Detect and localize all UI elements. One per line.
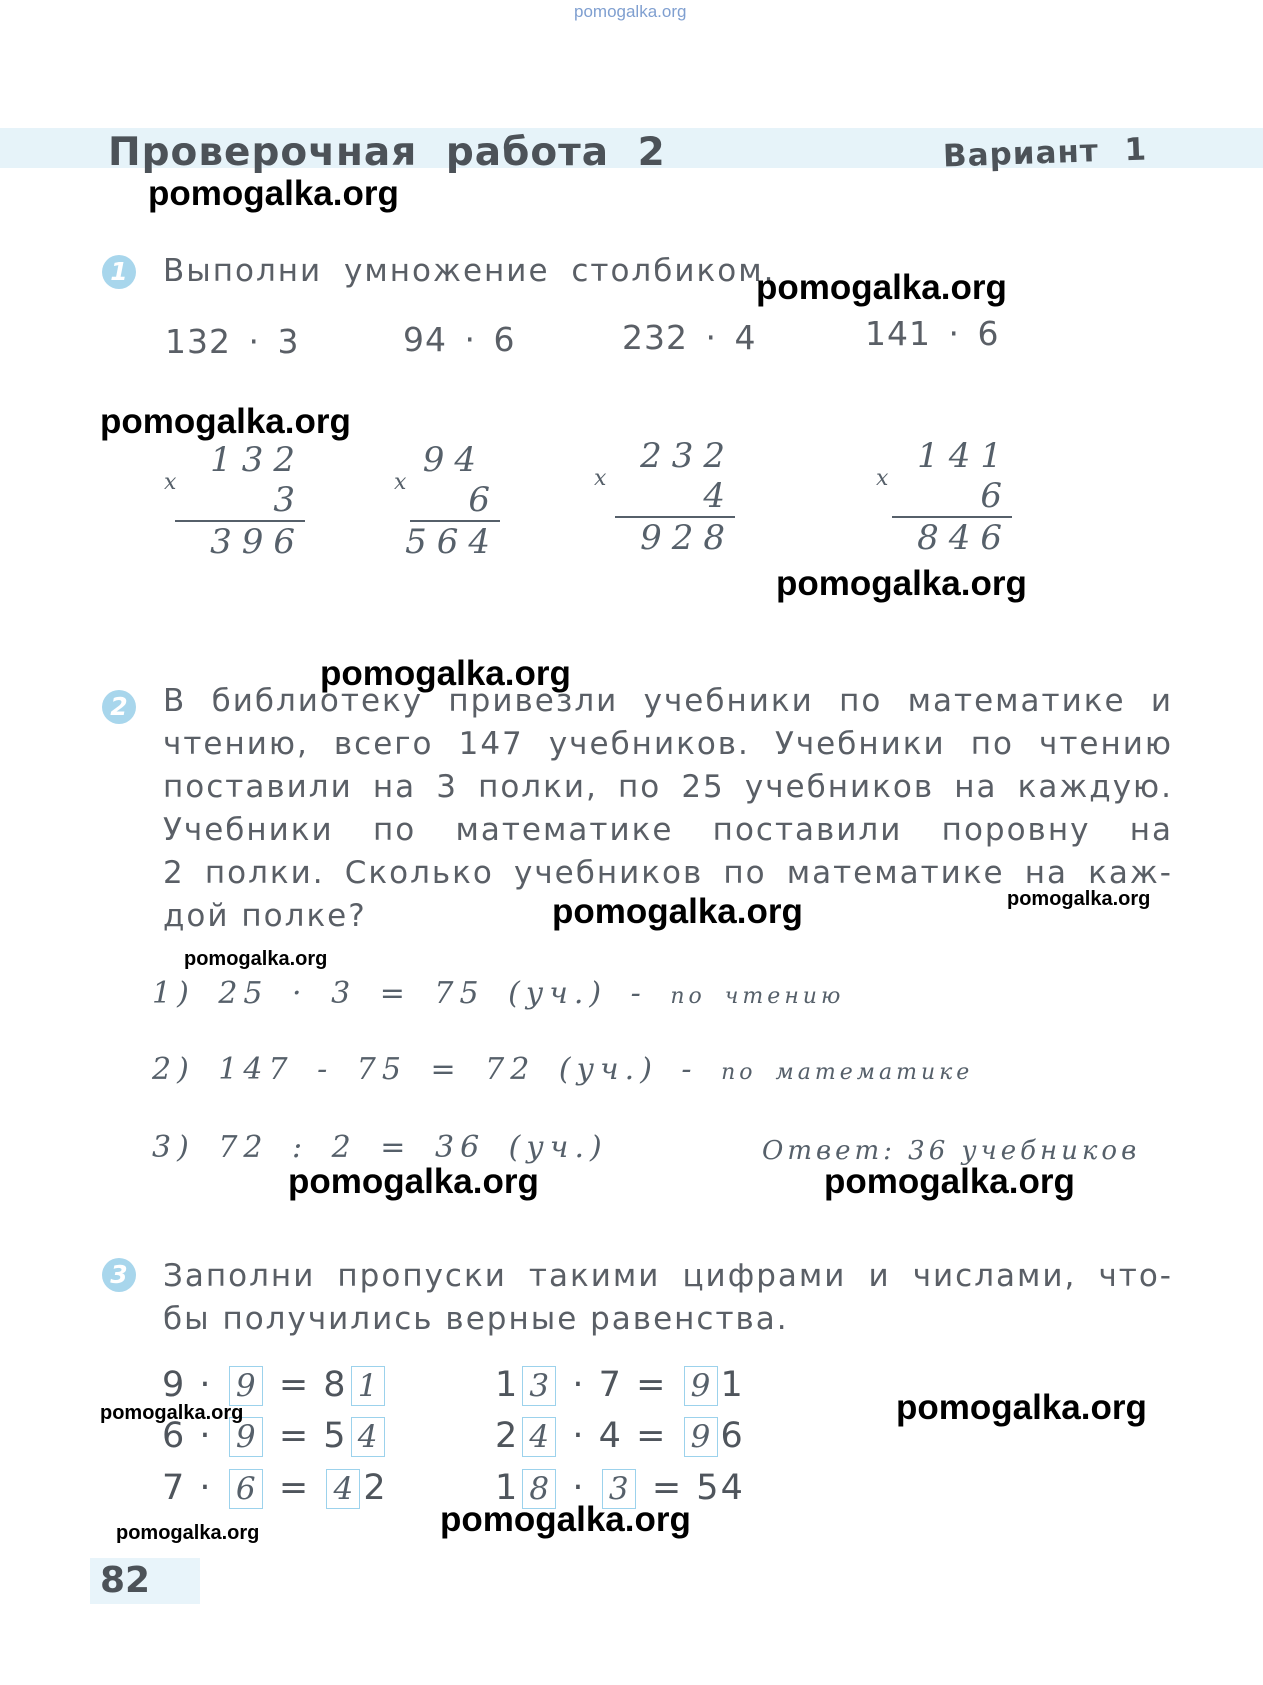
problem-line: чтению, всего 147 учебников. Учебники по чтению	[163, 726, 1173, 762]
watermark: pomogalka.org	[184, 948, 328, 970]
equation	[495, 1365, 745, 1406]
solution-step	[152, 976, 844, 1011]
watermark: pomogalka.org	[1007, 888, 1151, 910]
equation-part: ·	[572, 1468, 586, 1508]
equation-part: 1	[720, 1365, 745, 1405]
multiply-sign: x	[594, 466, 617, 491]
equation-part: ·	[199, 1365, 213, 1405]
multiply-sign: x	[164, 470, 187, 495]
watermark: pomogalka.org	[100, 1402, 244, 1424]
task1-expression: 132 · 3	[165, 322, 300, 361]
equation-part: = 54	[651, 1468, 745, 1508]
watermark: pomogalka.org	[100, 402, 351, 441]
task1-expression: 94 · 6	[403, 320, 516, 359]
answer-box: 9	[229, 1417, 263, 1457]
watermark: pomogalka.org	[288, 1162, 539, 1201]
problem-line: дой полке?	[163, 898, 367, 934]
multiplicand: 94	[422, 440, 486, 480]
watermark-top: pomogalka.org	[574, 2, 687, 21]
variant-label: Вариант 1	[942, 131, 1148, 175]
equation	[162, 1365, 388, 1406]
answer-box: 6	[229, 1469, 263, 1509]
column-multiplication	[590, 436, 735, 558]
answer-box: 9	[684, 1366, 718, 1406]
solution-expression: 2) 147 - 75 = 72 (уч.) -	[152, 1052, 698, 1087]
equation-part: = 5	[278, 1416, 348, 1456]
multiplier: 3	[273, 480, 305, 520]
multiplier: 6	[468, 480, 500, 520]
column-multiplication	[390, 440, 500, 562]
equation-part: 9	[162, 1365, 187, 1405]
instruction-line: бы получились верные равенства.	[163, 1301, 789, 1337]
equation-part: ·	[199, 1468, 213, 1508]
answer: Ответ: 36 учебников	[762, 1136, 1141, 1166]
watermark: pomogalka.org	[756, 268, 1007, 307]
equation	[495, 1416, 745, 1457]
watermark: pomogalka.org	[148, 174, 399, 213]
answer-box: 9	[684, 1417, 718, 1457]
watermark: pomogalka.org	[896, 1388, 1147, 1427]
multiplicand: 232	[640, 436, 735, 476]
equation-part: 1	[495, 1365, 520, 1405]
watermark: pomogalka.org	[776, 564, 1027, 603]
solution-step	[152, 1052, 973, 1087]
task-number-badge: 3	[102, 1258, 136, 1292]
problem-line: поставили на 3 полки, по 25 учебников на каждую.	[163, 769, 1173, 805]
solution-expression: 3) 72 : 2 = 36 (уч.)	[152, 1130, 608, 1165]
equation-part: 2	[363, 1468, 388, 1508]
answer-box: 4	[326, 1469, 360, 1509]
equation-part: 6	[720, 1416, 745, 1456]
watermark: pomogalka.org	[116, 1522, 260, 1544]
problem-line: В библиотеку привезли учебники по математике и	[163, 683, 1173, 719]
task1-instruction: Выполни умножение столбиком.	[163, 253, 776, 289]
equation-part: 2	[495, 1416, 520, 1456]
multiplier: 4	[703, 476, 735, 516]
answer-box: 4	[522, 1417, 556, 1457]
task-number-badge: 1	[102, 255, 136, 289]
equation-part: = 8	[278, 1365, 348, 1405]
watermark: pomogalka.org	[552, 892, 803, 931]
equation-part: · 4 =	[572, 1416, 668, 1456]
answer-box: 3	[602, 1469, 636, 1509]
problem-line: Учебники по математике поставили поровну на	[163, 812, 1173, 848]
answer-box: 1	[351, 1366, 385, 1406]
equation-part: · 7 =	[572, 1365, 668, 1405]
equation-part: ·	[199, 1416, 213, 1456]
task3-instruction	[163, 1255, 1173, 1341]
page-number: 82	[100, 1560, 151, 1601]
multiply-sign: x	[394, 470, 417, 495]
multiplicand: 141	[917, 436, 1012, 476]
column-multiplication	[160, 440, 305, 562]
task-number-badge: 2	[102, 690, 136, 724]
answer-box: 4	[351, 1417, 385, 1457]
task1-expression: 232 · 4	[622, 318, 757, 357]
equation-part: =	[278, 1468, 311, 1508]
watermark: pomogalka.org	[440, 1500, 691, 1539]
solution-note: по математике	[721, 1060, 974, 1085]
watermark: pomogalka.org	[824, 1162, 1075, 1201]
product: 846	[917, 518, 1012, 558]
equation	[162, 1468, 388, 1509]
equation-part: 6	[162, 1416, 187, 1456]
product: 396	[210, 522, 305, 562]
solution-step	[152, 1130, 608, 1165]
column-multiplication	[872, 436, 1012, 558]
solution-expression: 1) 25 · 3 = 75 (уч.) -	[152, 976, 647, 1011]
task1-expression: 141 · 6	[865, 314, 1000, 353]
watermark: pomogalka.org	[320, 654, 571, 693]
answer-box: 9	[229, 1366, 263, 1406]
instruction-line: Заполни пропуски такими цифрами и числами, что-	[163, 1258, 1173, 1294]
equation-part: 7	[162, 1468, 187, 1508]
page-title: Проверочная работа 2	[108, 130, 666, 175]
answer-box: 3	[522, 1366, 556, 1406]
multiply-sign: x	[876, 466, 899, 491]
multiplicand: 132	[210, 440, 305, 480]
equation-part: 1	[495, 1468, 520, 1508]
multiplier: 6	[980, 476, 1012, 516]
product: 928	[640, 518, 735, 558]
problem-line: 2 полки. Сколько учебников по математике на каж-	[163, 855, 1173, 891]
product: 564	[405, 522, 500, 562]
answer-box: 8	[522, 1469, 556, 1509]
solution-note: по чтению	[670, 984, 845, 1009]
